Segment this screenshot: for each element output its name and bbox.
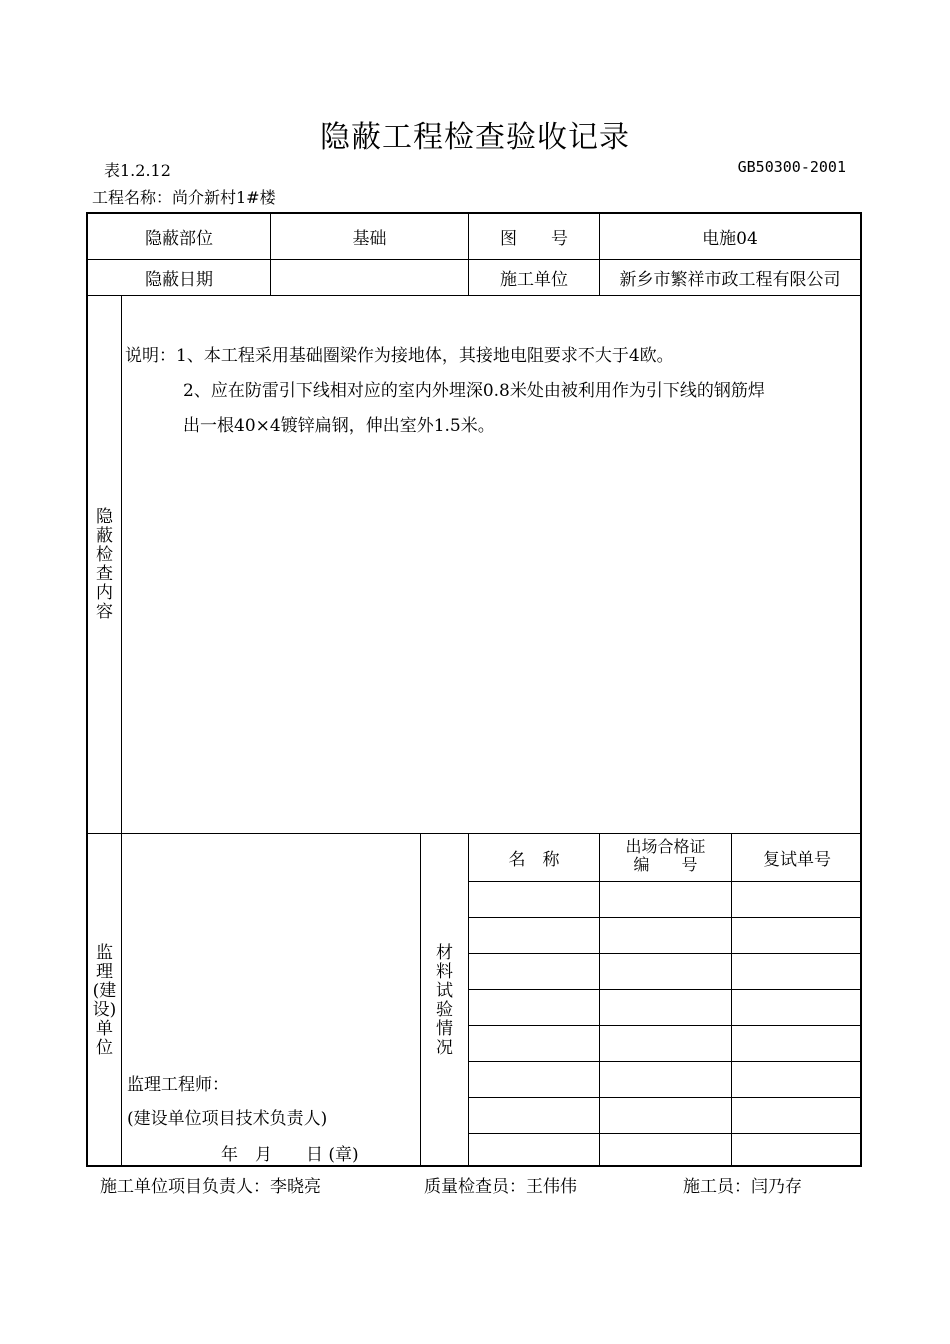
description-line-3: 出一根40×4镀锌扁钢，伸出室外1.5米。 xyxy=(183,416,495,436)
table-cell[interactable] xyxy=(731,1026,862,1062)
description-line-2: 2、应在防雷引下线相对应的室内外埋深0.8米处由被利用作为引下线的钢筋焊 xyxy=(183,381,765,401)
drawing-number-label: 图 号 xyxy=(500,229,568,249)
form-number: 表1.2.12 xyxy=(104,161,171,180)
construction-worker: 施工员：闫乃存 xyxy=(683,1177,802,1197)
table-cell[interactable] xyxy=(468,990,599,1026)
table-cell[interactable] xyxy=(468,918,599,954)
date-seal-line: 年 月 日 (章) xyxy=(221,1145,359,1165)
table-cell[interactable] xyxy=(468,882,599,918)
inspection-content-label: 隐 蔽 检 查 内 容 xyxy=(96,507,113,622)
table-cell[interactable] xyxy=(599,1098,731,1134)
table-cell[interactable] xyxy=(468,1062,599,1098)
table-row xyxy=(468,1062,862,1098)
table-row xyxy=(468,918,862,954)
supervising-engineer-label: 监理工程师： xyxy=(127,1075,229,1095)
concealed-location-label: 隐蔽部位 xyxy=(145,229,213,249)
table-cell[interactable] xyxy=(731,1098,862,1134)
table-row xyxy=(468,1134,862,1166)
standard-number: GB50300-2001 xyxy=(737,158,846,176)
table-cell[interactable] xyxy=(599,882,731,918)
col-divider xyxy=(121,295,122,1167)
concealed-location-value: 基础 xyxy=(352,229,387,249)
table-cell[interactable] xyxy=(468,1098,599,1134)
table-row xyxy=(468,1026,862,1062)
description-line-1: 说明：1、本工程采用基础圈梁作为接地体，其接地电阻要求不大于4欧。 xyxy=(125,346,674,366)
table-cell[interactable] xyxy=(599,990,731,1026)
document-title: 隐蔽工程检查验收记录 xyxy=(320,120,630,155)
table-cell[interactable] xyxy=(599,1062,731,1098)
supervision-unit-label: 监 理 (建 设) 单 位 xyxy=(92,943,117,1058)
quality-inspector: 质量检查员：王伟伟 xyxy=(424,1177,577,1197)
table-cell[interactable] xyxy=(731,918,862,954)
concealed-date-value xyxy=(271,260,468,295)
contractor-value: 新乡市繁祥市政工程有限公司 xyxy=(619,270,841,290)
concealed-date-label: 隐蔽日期 xyxy=(145,270,213,290)
retest-number-header: 复试单号 xyxy=(763,850,831,870)
material-table-body xyxy=(468,882,862,1166)
table-row xyxy=(468,882,862,918)
table-cell[interactable] xyxy=(599,918,731,954)
row-divider xyxy=(86,295,862,296)
table-row xyxy=(468,990,862,1026)
table-cell[interactable] xyxy=(731,882,862,918)
table-cell[interactable] xyxy=(731,1134,862,1166)
table-row xyxy=(468,1098,862,1134)
owner-representative-label: (建设单位项目技术负责人) xyxy=(127,1109,328,1129)
table-cell[interactable] xyxy=(468,954,599,990)
table-row xyxy=(468,954,862,990)
table-cell[interactable] xyxy=(731,954,862,990)
certificate-number-header: 出场合格证 编 号 xyxy=(625,837,706,874)
table-cell[interactable] xyxy=(731,1062,862,1098)
table-cell[interactable] xyxy=(731,990,862,1026)
table-cell[interactable] xyxy=(468,1134,599,1166)
contractor-label: 施工单位 xyxy=(500,270,568,290)
table-cell[interactable] xyxy=(468,1026,599,1062)
table-cell[interactable] xyxy=(599,1134,731,1166)
project-manager: 施工单位项目负责人：李晓亮 xyxy=(100,1177,321,1197)
drawing-number-value: 电施04 xyxy=(702,229,758,249)
table-cell[interactable] xyxy=(599,1026,731,1062)
material-name-header: 名 称 xyxy=(508,850,560,870)
table-cell[interactable] xyxy=(599,954,731,990)
material-test-label: 材 料 试 验 情 况 xyxy=(436,943,453,1058)
project-name: 工程名称：尚介新村1#楼 xyxy=(92,188,276,207)
